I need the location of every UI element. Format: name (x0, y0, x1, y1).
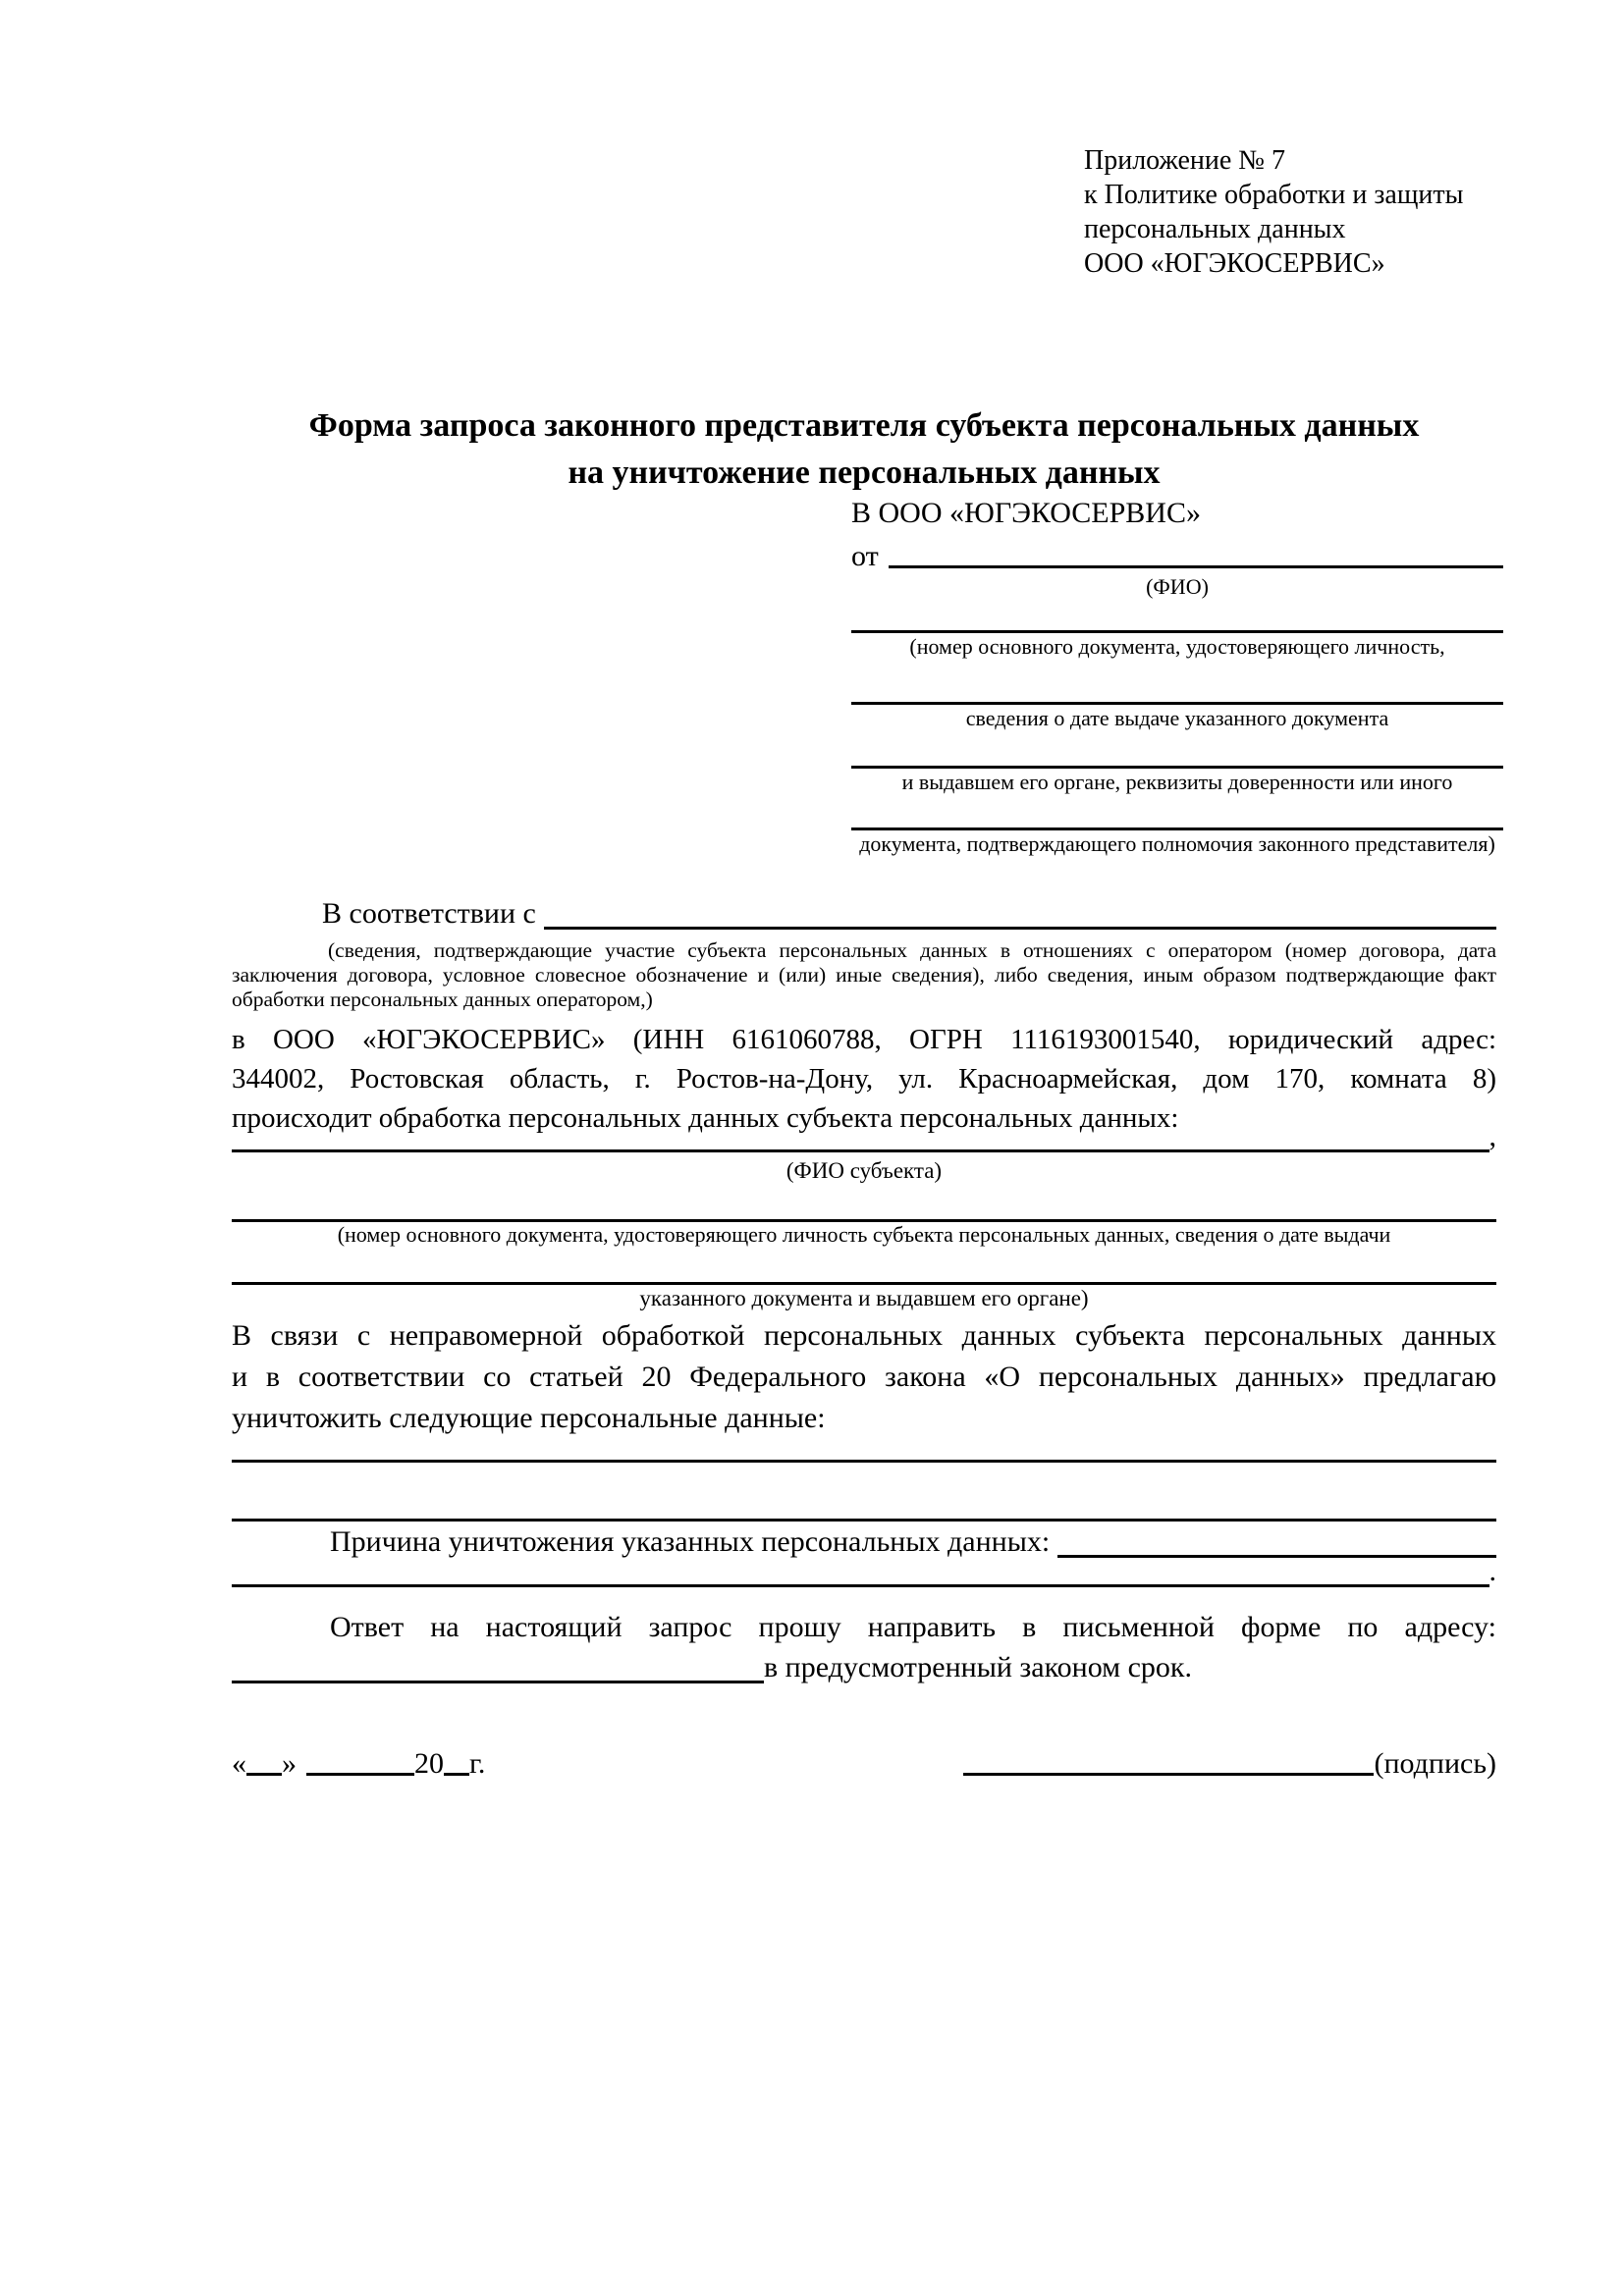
date-year-prefix: 20 (414, 1747, 444, 1780)
fio-caption: (ФИО) (1146, 574, 1209, 599)
operator-paragraph-line-2: 344002, Ростовская область, г. Ростов-на-Дону, ул. Красноармейская, дом 170, комната 8) (232, 1063, 1496, 1095)
request-paragraph-line-2: и в соответствии со статьей 20 Федерального закона «О персональных данных» предлагаю (232, 1361, 1496, 1393)
doc-line-caption-2: сведения о дате выдаче указанного документа (965, 706, 1389, 730)
date-year-suffix: г. (469, 1747, 486, 1780)
subject-doc-blank-line-2 (232, 1248, 1496, 1285)
footer-row (232, 1747, 1496, 1781)
answer-sentence: Ответ на настоящий запрос прошу направить в письменной форме по адресу: (330, 1611, 1496, 1643)
request-paragraph-line-3: уничтожить следующие персональные данные: (232, 1402, 826, 1434)
subject-fio-caption: (ФИО субъекта) (785, 1158, 943, 1183)
according-label: В соответствии с (322, 897, 536, 930)
request-paragraph (232, 1315, 1496, 1439)
according-note (232, 938, 1496, 1012)
from-row (851, 536, 1503, 573)
answer-address-row (232, 1649, 1496, 1688)
date-day-blank (246, 1773, 282, 1776)
signature-blank-line (963, 1773, 1374, 1776)
according-note-line-1: (сведения, подтверждающие участие субъекта персональных данных в отношениях с оператором (номер договора, дата (328, 938, 1496, 962)
appendix-header (1084, 143, 1463, 281)
answer-tail: в предусмотренный законом срок. (764, 1651, 1192, 1683)
reason-label: Причина уничтожения указанных персональных данных: (330, 1525, 1051, 1558)
subject-fio-blank-line (232, 1149, 1489, 1152)
according-row (232, 899, 1496, 934)
appendix-line-1: Приложение № 7 (1084, 145, 1285, 176)
reason-row (232, 1527, 1496, 1563)
date-year-blank (444, 1773, 469, 1776)
doc-line-caption-1: (номер основного документа, удостоверяющего личность, (909, 634, 1445, 659)
doc-line-caption-4: документа, подтверждающего полномочия законного представителя) (859, 831, 1495, 856)
according-note-line-3: обработки персональных данных оператором,) (232, 988, 653, 1011)
doc-line-caption-3: и выдавшем его органе, реквизиты доверенности или иного (901, 770, 1453, 794)
company-name: В ООО «ЮГЭКОСЕРВИС» (851, 497, 1201, 529)
trailing-period: . (1489, 1555, 1496, 1587)
date-group (232, 1747, 485, 1781)
request-paragraph-line-1: В связи с неправомерной обработкой персональных данных субъекта персональных данных (232, 1319, 1496, 1352)
signature-caption: (подпись) (1374, 1747, 1496, 1780)
signature-group (963, 1747, 1496, 1781)
subject-doc-caption-2: указанного документа и выдавшем его органе) (639, 1286, 1089, 1310)
document-title (232, 402, 1496, 497)
appendix-line-4: ООО «ЮГЭКОСЕРВИС» (1084, 248, 1385, 279)
operator-paragraph-line-3: происходит обработка персональных данных субъекта персональных данных: (232, 1102, 1179, 1134)
addressee-block (851, 491, 1503, 858)
personal-data-blank-line-2 (232, 1463, 1496, 1522)
reason-continuation-blank-line (232, 1584, 1489, 1587)
operator-paragraph-line-1: в ООО «ЮГЭКОСЕРВИС» (ИНН 6161060788, ОГРН 1116193001540, юридический адрес: (232, 1024, 1496, 1055)
personal-data-blank-line-1 (232, 1439, 1496, 1463)
doc-blank-line-2 (851, 661, 1503, 705)
from-label: от (851, 540, 879, 572)
operator-paragraph (232, 1020, 1496, 1138)
appendix-line-3: персональных данных (1084, 214, 1346, 244)
subject-doc-blank-line-1 (232, 1184, 1496, 1222)
body-block (232, 899, 1496, 1688)
answer-address-blank-line (232, 1681, 764, 1683)
doc-blank-line-1 (851, 601, 1503, 633)
doc-blank-line-3 (851, 732, 1503, 769)
trailing-comma: , (1489, 1120, 1496, 1152)
reason-blank-line (1057, 1555, 1496, 1558)
doc-blank-line-4 (851, 796, 1503, 830)
according-blank-line (544, 927, 1496, 930)
reason-continuation-row (232, 1555, 1496, 1592)
document-title-line-2: на уничтожение персональных данных (568, 454, 1161, 491)
appendix-line-2: к Политике обработки и защиты (1084, 180, 1464, 210)
fio-blank-line (889, 565, 1503, 568)
date-month-blank (306, 1773, 414, 1776)
subject-doc-caption-1: (номер основного документа, удостоверяющего личность субъекта персональных данных, сведения о дате выдачи (337, 1222, 1391, 1247)
document-title-line-1: Форма запроса законного представителя субъекта персональных данных (308, 407, 1420, 444)
date-close-quote: » (282, 1747, 297, 1780)
according-note-line-2: заключения договора, условное словесное обозначение и (или) иные сведения), либо сведения, иным образом подтверждающие факт (232, 963, 1496, 987)
subject-fio-row (232, 1120, 1496, 1157)
date-open-quote: « (232, 1747, 246, 1780)
